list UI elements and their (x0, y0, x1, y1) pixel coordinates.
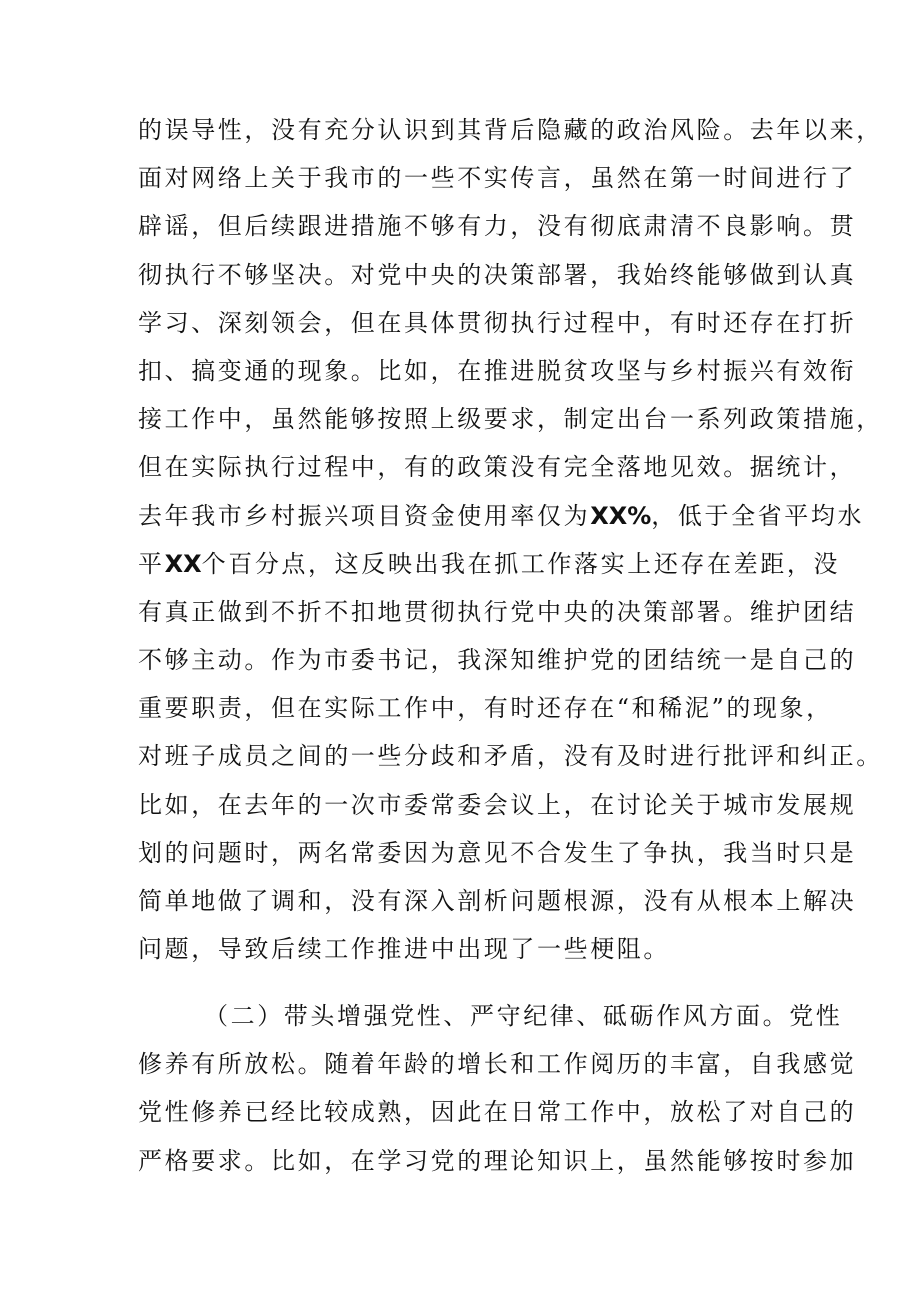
text-line: 划的问题时，两名常委因为意见不合发生了争执，我当时只是 (138, 838, 857, 867)
text-line: 党性修养已经比较成熟，因此在日常工作中，放松了对自己的 (138, 1098, 857, 1127)
text-line (138, 540, 841, 588)
paragraph-1 (138, 106, 883, 973)
paragraph-2 (138, 992, 857, 1185)
text-line: 严格要求。比如，在学习党的理论知识上，虽然能够按时参加 (138, 1146, 857, 1175)
text-line: 辟谣，但后续跟进措施不够有力，没有彻底肃清不良影响。贯 (138, 212, 857, 241)
text-segment: 去年我市乡村振兴项目资金使用率仅为 (138, 501, 591, 530)
text-line: 问题，导致后续工作推进中出现了一些梗阻。 (138, 935, 670, 964)
text-line: 扣、搞变通的现象。比如，在推进脱贫攻坚与乡村振兴有效衔 (138, 356, 857, 385)
placeholder-value: XX (164, 549, 202, 578)
text-line: 比如，在去年的一次市委常委会议上，在讨论关于城市发展规 (138, 790, 857, 819)
placeholder-value: XX% (590, 501, 652, 530)
text-line: 接工作中，虽然能够按照上级要求，制定出台一系列政策措施， (138, 405, 883, 434)
text-line (138, 492, 865, 540)
text-line: 简单地做了调和，没有深入剖析问题根源，没有从根本上解决 (138, 887, 857, 915)
text-segment: 平 (138, 549, 165, 578)
text-line: 学习、深刻领会，但在具体贯彻执行过程中，有时还存在打折 (138, 308, 857, 337)
text-line: 有真正做到不折不扣地贯彻执行党中央的决策部署。维护团结 (138, 597, 857, 626)
text-line: 不够主动。作为市委书记，我深知维护党的团结统一是自己的 (138, 646, 857, 675)
text-segment: 个百分点，这反映出我在抓工作落实上还存在差距，没 (201, 549, 841, 578)
text-line: 但在实际执行过程中，有的政策没有完全落地见效。据统计， (138, 453, 857, 482)
section-heading-line: （二）带头增强党性、严守纪律、砥砺作风方面。党性 (204, 1002, 843, 1030)
text-line: 面对网络上关于我市的一些不实传言，虽然在第一时间进行了 (138, 164, 857, 193)
text-line: 的误导性，没有充分认识到其背后隐藏的政治风险。去年以来， (138, 116, 883, 144)
text-line: 对班子成员之间的一些分歧和矛盾，没有及时进行批评和纠正。 (138, 742, 883, 771)
text-line: 修养有所放松。随着年龄的增长和工作阅历的丰富，自我感觉 (138, 1050, 857, 1079)
text-line: 彻执行不够坚决。对党中央的决策部署，我始终能够做到认真 (138, 260, 857, 289)
text-line: 重要职责，但在实际工作中，有时还存在“和稀泥”的现象， (138, 694, 833, 723)
text-segment: ，低于全省平均水 (651, 501, 865, 530)
